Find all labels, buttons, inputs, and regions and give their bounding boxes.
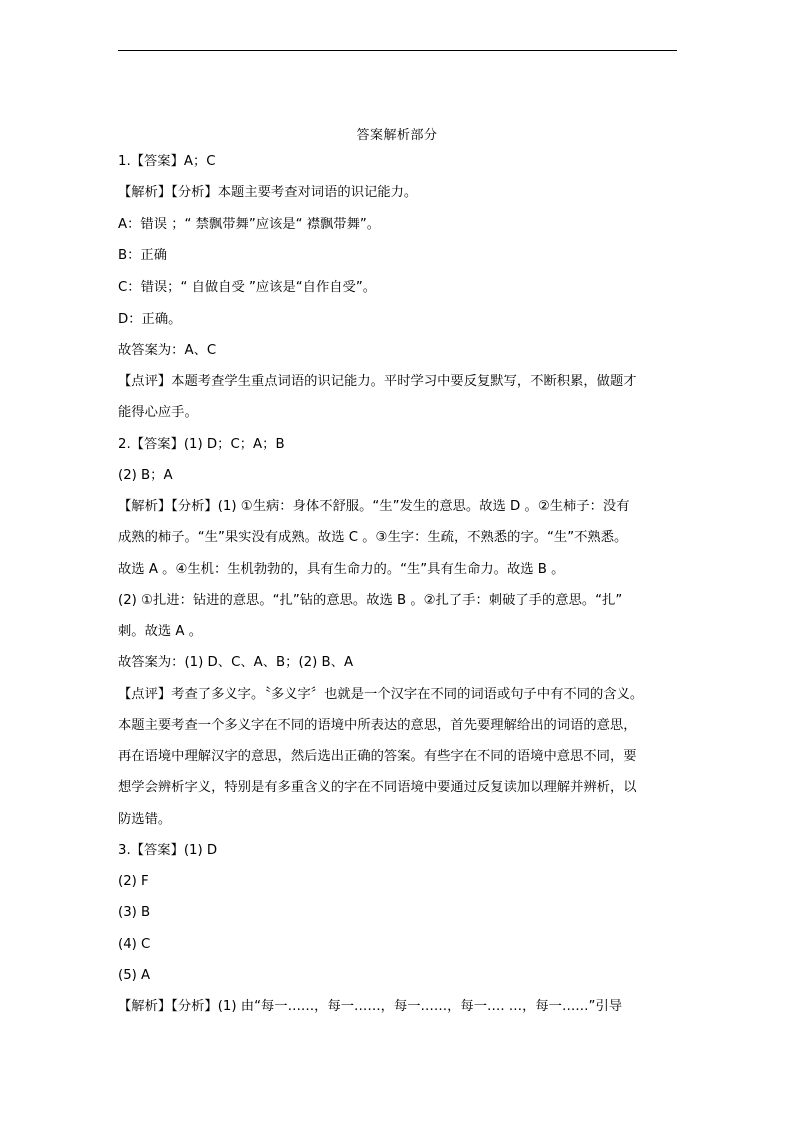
- text-line: B：正确: [118, 248, 168, 263]
- text-line: 【点评】本题考查学生重点词语的识记能力。平时学习中要反复默写，不断积累，做题才: [118, 374, 637, 389]
- text-line: 【解析】【分析】(1) ①生病：身体不舒服。“生”发生的意思。故选 D 。②生柿子：没有: [118, 499, 630, 514]
- text-line: 防选错。: [118, 812, 172, 827]
- text-line: 【解析】【分析】(1) 由“每一……，每一……，每一……，每一…. …，每一……”引导: [118, 999, 623, 1014]
- text-line: (2) B；A: [118, 468, 173, 483]
- text-line: 本题主要考查一个多义字在不同的语境中所表达的意思，首先要理解给出的词语的意思，: [118, 718, 637, 733]
- header-rule: [118, 50, 677, 51]
- text-line: 1.【答案】A；C: [118, 154, 216, 169]
- text-line: A：错误 ；“ 禁飘带舞”应该是“ 襟飘带舞”。: [118, 217, 381, 232]
- text-line: (2) F: [118, 874, 149, 889]
- text-line: (4) C: [118, 937, 151, 952]
- text-line: (5) A: [118, 968, 151, 983]
- page-title: 答案解析部分: [356, 128, 438, 143]
- text-line: 【解析】【分析】本题主要考查对词语的识记能力。: [118, 185, 418, 200]
- text-line: 【点评】考查了多义字。〝多义字〞也就是一个汉字在不同的词语或句子中有不同的含义。: [118, 687, 644, 702]
- text-line: (3) B: [118, 905, 151, 920]
- text-line: C：错误；“ 自做自受 ”应该是“自作自受”。: [118, 280, 377, 295]
- text-line: 再在语境中理解汉字的意思，然后选出正确的答案。有些字在不同的语境中意思不同，要: [118, 749, 637, 764]
- text-line: 故选 A 。④生机：生机勃勃的，具有生命力的。“生”具有生命力。故选 B 。: [118, 562, 565, 577]
- text-line: 故答案为：A、C: [118, 343, 217, 358]
- text-line: (2) ①扎进：钻进的意思。“扎”钻的意思。故选 B 。②扎了手：刺破了手的意思。“扎”: [118, 593, 623, 608]
- text-line: D：正确。: [118, 312, 182, 327]
- text-line: 3.【答案】(1) D: [118, 843, 218, 858]
- text-line: 刺。故选 A 。: [118, 624, 203, 639]
- text-line: 想学会辨析字义，特别是有多重含义的字在不同语境中要通过反复读加以理解并辨析，以: [118, 780, 637, 795]
- text-line: 能得心应手。: [118, 405, 198, 420]
- text-line: 成熟的柿子。“生”果实没有成熟。故选 C 。③生字：生疏，不熟悉的字。“生”不熟悉。: [118, 530, 628, 545]
- text-line: 2.【答案】(1) D；C；A；B: [118, 437, 285, 452]
- text-line: 故答案为：(1) D、C、A、B；(2) B、A: [118, 655, 354, 670]
